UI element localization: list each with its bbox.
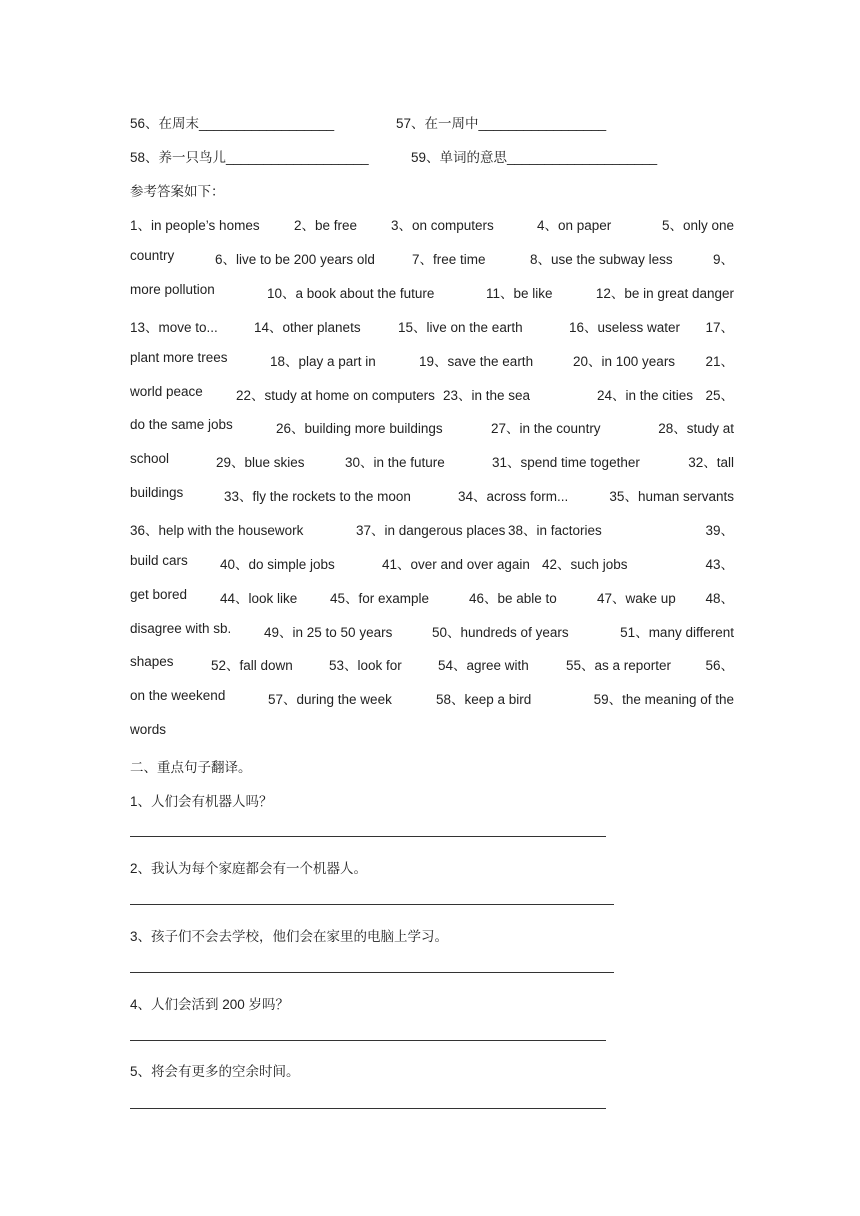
answer-item: 52、fall down	[211, 658, 293, 673]
sentence-2: 2、我认为每个家庭都会有一个机器人。	[130, 861, 368, 876]
answer-item: school	[130, 451, 170, 466]
answer-item: 2、be free	[294, 218, 358, 233]
answer-item: 23、in the sea	[443, 388, 531, 403]
answer-item: 10、a book about the future	[267, 286, 435, 301]
answer-row	[130, 417, 734, 437]
answer-item: 18、play a part in	[270, 354, 376, 369]
answer-item: 26、building more buildings	[276, 421, 443, 436]
answer-item: 9、	[712, 252, 734, 267]
answer-item: plant more trees	[130, 350, 228, 365]
answer-item: disagree with sb.	[130, 621, 232, 636]
vocab-item-56	[130, 112, 334, 132]
vocab-label: 59、单词的意思	[411, 150, 508, 165]
sentence-1: 1、人们会有机器人吗？	[130, 794, 273, 809]
answer-item: 30、in the future	[345, 455, 445, 470]
answer-row	[130, 654, 734, 674]
answer-item: 27、in the country	[491, 421, 601, 436]
answer-item: shapes	[130, 654, 174, 669]
vocab-label: 56、在周末	[130, 116, 200, 131]
answer-item: 4、on paper	[537, 218, 612, 233]
answer-row	[130, 214, 734, 234]
vocab-blank: ____________________	[507, 150, 658, 165]
answer-row	[130, 384, 734, 404]
vocab-item-58	[130, 146, 369, 166]
answer-line-4[interactable]	[130, 1040, 606, 1041]
section2-heading: 二、重点句子翻译。	[130, 760, 252, 775]
answer-item: 17、	[705, 320, 734, 335]
answer-item: 19、save the earth	[419, 354, 534, 369]
answer-row	[130, 350, 734, 370]
sentence-3: 3、孩子们不会去学校，他们会在家里的电脑上学习。	[130, 929, 449, 944]
answer-item: 8、use the subway less	[530, 252, 673, 267]
answer-item: 5、only one	[661, 218, 734, 233]
answer-item: 21、	[705, 354, 734, 369]
answer-item: on the weekend	[130, 688, 226, 703]
answer-item: 51、many different	[620, 625, 734, 640]
answer-line-3[interactable]	[130, 972, 614, 973]
answer-item: 44、look like	[220, 591, 298, 606]
answer-item: buildings	[130, 485, 184, 500]
answer-item: 47、wake up	[597, 591, 676, 606]
answer-item: 1、in people’s homes	[130, 218, 260, 233]
answer-row	[130, 282, 734, 302]
answer-item: 14、other planets	[254, 320, 361, 335]
answer-item: build cars	[130, 553, 188, 568]
answer-item: 57、during the week	[268, 692, 392, 707]
answer-item: 33、fly the rockets to the moon	[224, 489, 411, 504]
answer-item: 16、useless water	[569, 320, 681, 335]
answer-item: 7、free time	[412, 252, 486, 267]
answer-item: world peace	[130, 384, 203, 399]
answer-item: 55、as a reporter	[566, 658, 672, 673]
answer-item: 59、the meaning of the	[593, 692, 734, 707]
answer-row	[130, 688, 734, 708]
answer-item: 45、for example	[330, 591, 430, 606]
vocab-label: 57、在一周中	[396, 116, 479, 131]
vocab-blank: __________________	[199, 116, 335, 131]
answers-heading: 参考答案如下：	[130, 184, 225, 199]
answer-item: 29、blue skies	[216, 455, 305, 470]
answer-item: 54、agree with	[438, 658, 529, 673]
answer-item: 31、spend time together	[492, 455, 640, 470]
answer-item: 13、move to...	[130, 320, 218, 335]
answer-item: 38、in factories	[508, 523, 602, 538]
answer-item: 37、in dangerous places	[356, 523, 506, 538]
answer-item: do the same jobs	[130, 417, 233, 432]
answer-item: 25、	[705, 388, 734, 403]
answer-item: more pollution	[130, 282, 215, 297]
answer-line-1[interactable]	[130, 836, 606, 837]
answer-item: 43、	[705, 557, 734, 572]
answer-row	[130, 451, 734, 471]
answer-item: 24、in the cities	[597, 388, 694, 403]
answer-item: country	[130, 248, 175, 263]
vocab-item-59	[411, 146, 657, 166]
answer-item: words	[130, 722, 167, 737]
answer-row	[130, 316, 734, 336]
answer-row	[130, 485, 734, 505]
answer-row	[130, 587, 734, 607]
vocab-label: 58、养一只鸟儿	[130, 150, 227, 165]
answer-row	[130, 722, 734, 742]
answer-item: 36、help with the housework	[130, 523, 304, 538]
answer-item: 41、over and over again	[382, 557, 530, 572]
answer-item: 39、	[705, 523, 734, 538]
answer-line-5[interactable]	[130, 1108, 606, 1109]
answer-item: 34、across form...	[458, 489, 569, 504]
vocab-item-57	[396, 112, 606, 132]
sentence-4: 4、人们会活到 200 岁吗？	[130, 997, 290, 1012]
answer-row	[130, 519, 734, 539]
answer-item: 48、	[705, 591, 734, 606]
answer-item: 15、live on the earth	[398, 320, 523, 335]
answer-item: 32、tall	[688, 455, 734, 470]
answer-item: 3、on computers	[391, 218, 494, 233]
answer-line-2[interactable]	[130, 904, 614, 905]
answer-row	[130, 248, 734, 268]
answer-item: get bored	[130, 587, 188, 602]
answer-item: 11、be like	[486, 286, 553, 301]
answer-item: 22、study at home on computers	[236, 388, 435, 403]
answer-item: 58、keep a bird	[436, 692, 532, 707]
answer-item: 28、study at	[658, 421, 734, 436]
answer-item: 42、such jobs	[542, 557, 628, 572]
answer-row	[130, 553, 734, 573]
answer-item: 50、hundreds of years	[432, 625, 569, 640]
answer-item: 53、look for	[329, 658, 402, 673]
answer-item: 6、live to be 200 years old	[215, 252, 375, 267]
answer-item: 56、	[705, 658, 734, 673]
vocab-blank: ___________________	[226, 150, 369, 165]
answer-item: 46、be able to	[469, 591, 557, 606]
answer-item: 40、do simple jobs	[220, 557, 335, 572]
vocab-blank: _________________	[478, 116, 607, 131]
answer-row	[130, 621, 734, 641]
answer-item: 12、be in great danger	[595, 286, 734, 301]
answer-item: 49、in 25 to 50 years	[264, 625, 393, 640]
sentence-5: 5、将会有更多的空余时间。	[130, 1064, 300, 1079]
answer-item: 20、in 100 years	[573, 354, 676, 369]
answer-item: 35、human servants	[609, 489, 734, 504]
